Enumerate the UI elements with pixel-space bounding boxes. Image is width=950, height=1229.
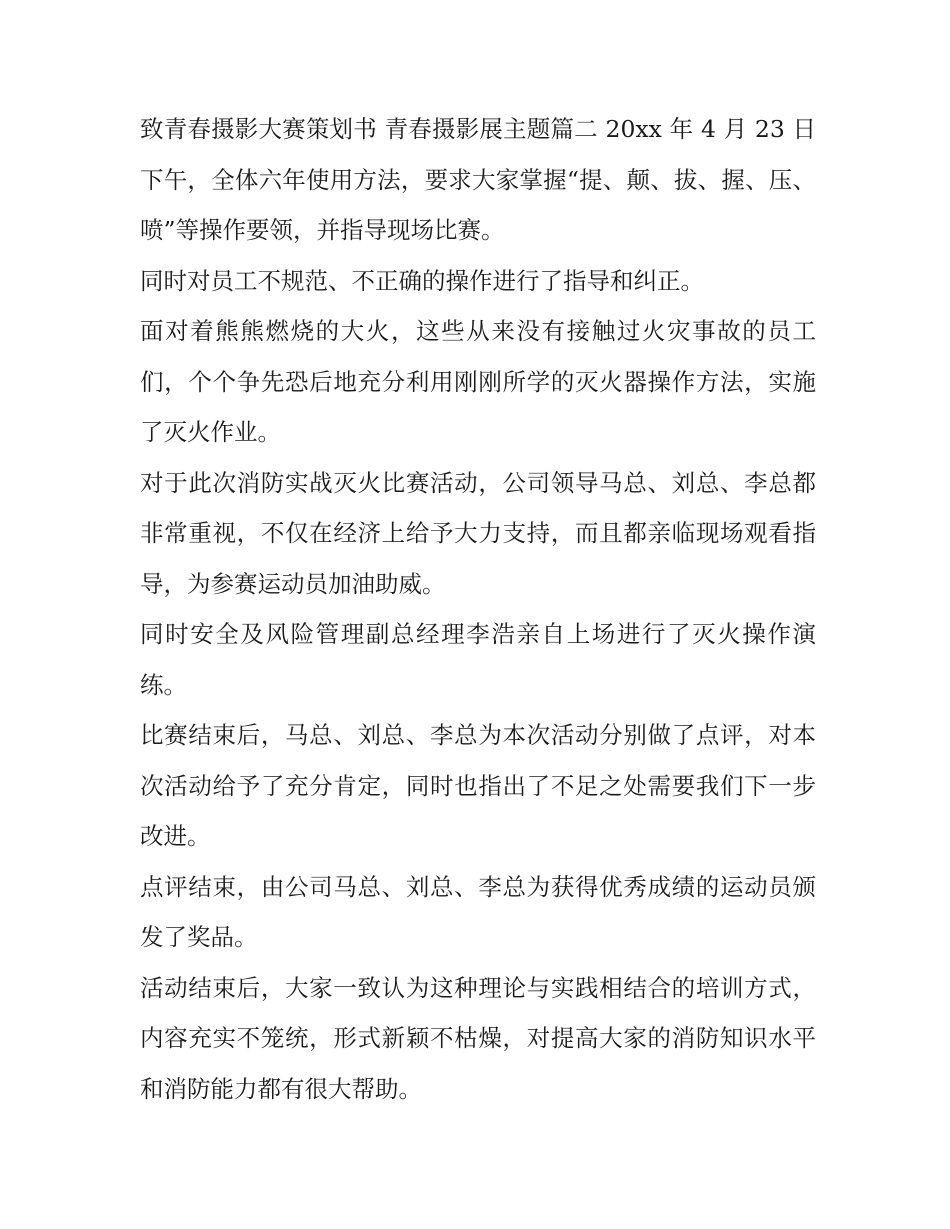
document-body	[140, 104, 816, 1114]
paragraph-4: 对于此次消防实战灭火比赛活动，公司领导马总、刘总、李总都非常重视，不仅在经济上给予大力支持，而且都亲临现场观看指导，为参赛运动员加油助威。	[140, 468, 816, 598]
paragraph-3: 面对着熊熊燃烧的大火，这些从来没有接触过火灾事故的员工们，个个争先恐后地充分利用刚刚所学的灭火器操作方法，实施了灭火作业。	[140, 317, 816, 446]
paragraph-5: 同时安全及风险管理副总经理李浩亲自上场进行了灭火操作演练。	[140, 620, 816, 699]
paragraph-1: 致青春摄影大赛策划书 青春摄影展主题篇二 20xx 年 4 月 23 日下午，全体六年使用方法，要求大家掌握“提、颠、拔、握、压、喷”等操作要领，并指导现场比赛。	[140, 115, 816, 244]
paragraph-7: 点评结束，由公司马总、刘总、李总为获得优秀成绩的运动员颁发了奖品。	[140, 872, 816, 951]
paragraph-2: 同时对员工不规范、不正确的操作进行了指导和纠正。	[140, 266, 704, 295]
paragraph-6: 比赛结束后，马总、刘总、李总为本次活动分别做了点评，对本次活动给予了充分肯定，同时也指出了不足之处需要我们下一步改进。	[140, 721, 816, 850]
paragraph-8: 活动结束后，大家一致认为这种理论与实践相结合的培训方式，内容充实不笼统，形式新颖不枯燥，对提高大家的消防知识水平和消防能力都有很大帮助。	[140, 973, 816, 1103]
